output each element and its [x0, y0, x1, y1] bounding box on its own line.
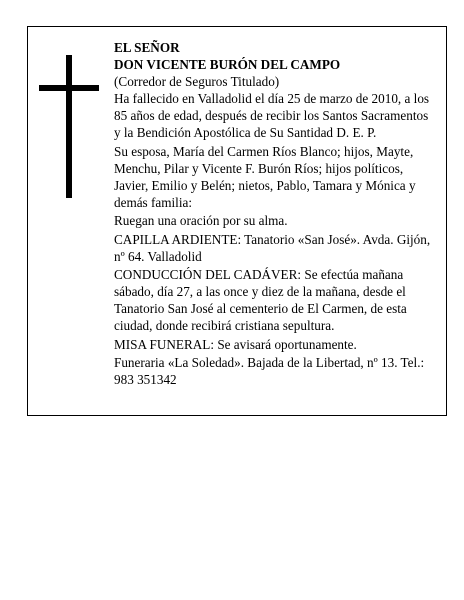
funeral-mass-info: MISA FUNERAL: Se avisará oportunamente. [114, 336, 357, 352]
obituary-notice [27, 26, 447, 416]
chapel-info: CAPILLA ARDIENTE: Tanatorio «San José». Avda. Gijón, nº 64. Valladolid [114, 231, 431, 264]
deceased-occupation: (Corredor de Seguros Titulado) [114, 74, 280, 89]
cross-horizontal-bar [39, 85, 99, 91]
procession-info: CONDUCCIÓN DEL CADÁVER: Se efectúa mañana sábado, día 27, a las once y diez de la mañana, desde el Tanatorio San José al cementerio de El Carmen, de esta ciudad, donde recibirá cristiana sepultura. [114, 267, 407, 333]
prayer-request: Ruegan una oración por su alma. [114, 213, 288, 228]
deceased-name: DON VICENTE BURÓN DEL CAMPO [114, 57, 341, 72]
deceased-title: EL SEÑOR [114, 40, 180, 55]
death-paragraph: Ha fallecido en Valladolid el día 25 de marzo de 2010, a los 85 años de edad, después de recibir los Santos Sacramentos y la Bendición Apostólica de Su Santidad D. E. P. [114, 91, 430, 140]
notice-text [114, 39, 432, 390]
cross-icon [39, 55, 99, 198]
funeral-home-info: Funeraria «La Soledad». Bajada de la Libertad, nº 13. Tel.: 983 351342 [114, 355, 425, 387]
cross-vertical-bar [66, 55, 72, 198]
family-paragraph: Su esposa, María del Carmen Ríos Blanco; hijos, Mayte, Menchu, Pilar y Vicente F. Burón Ríos; hijos políticos, Javier, Emilio y Belén; nietos, Pablo, Tamara y Mónica y demás familia: [114, 143, 416, 210]
